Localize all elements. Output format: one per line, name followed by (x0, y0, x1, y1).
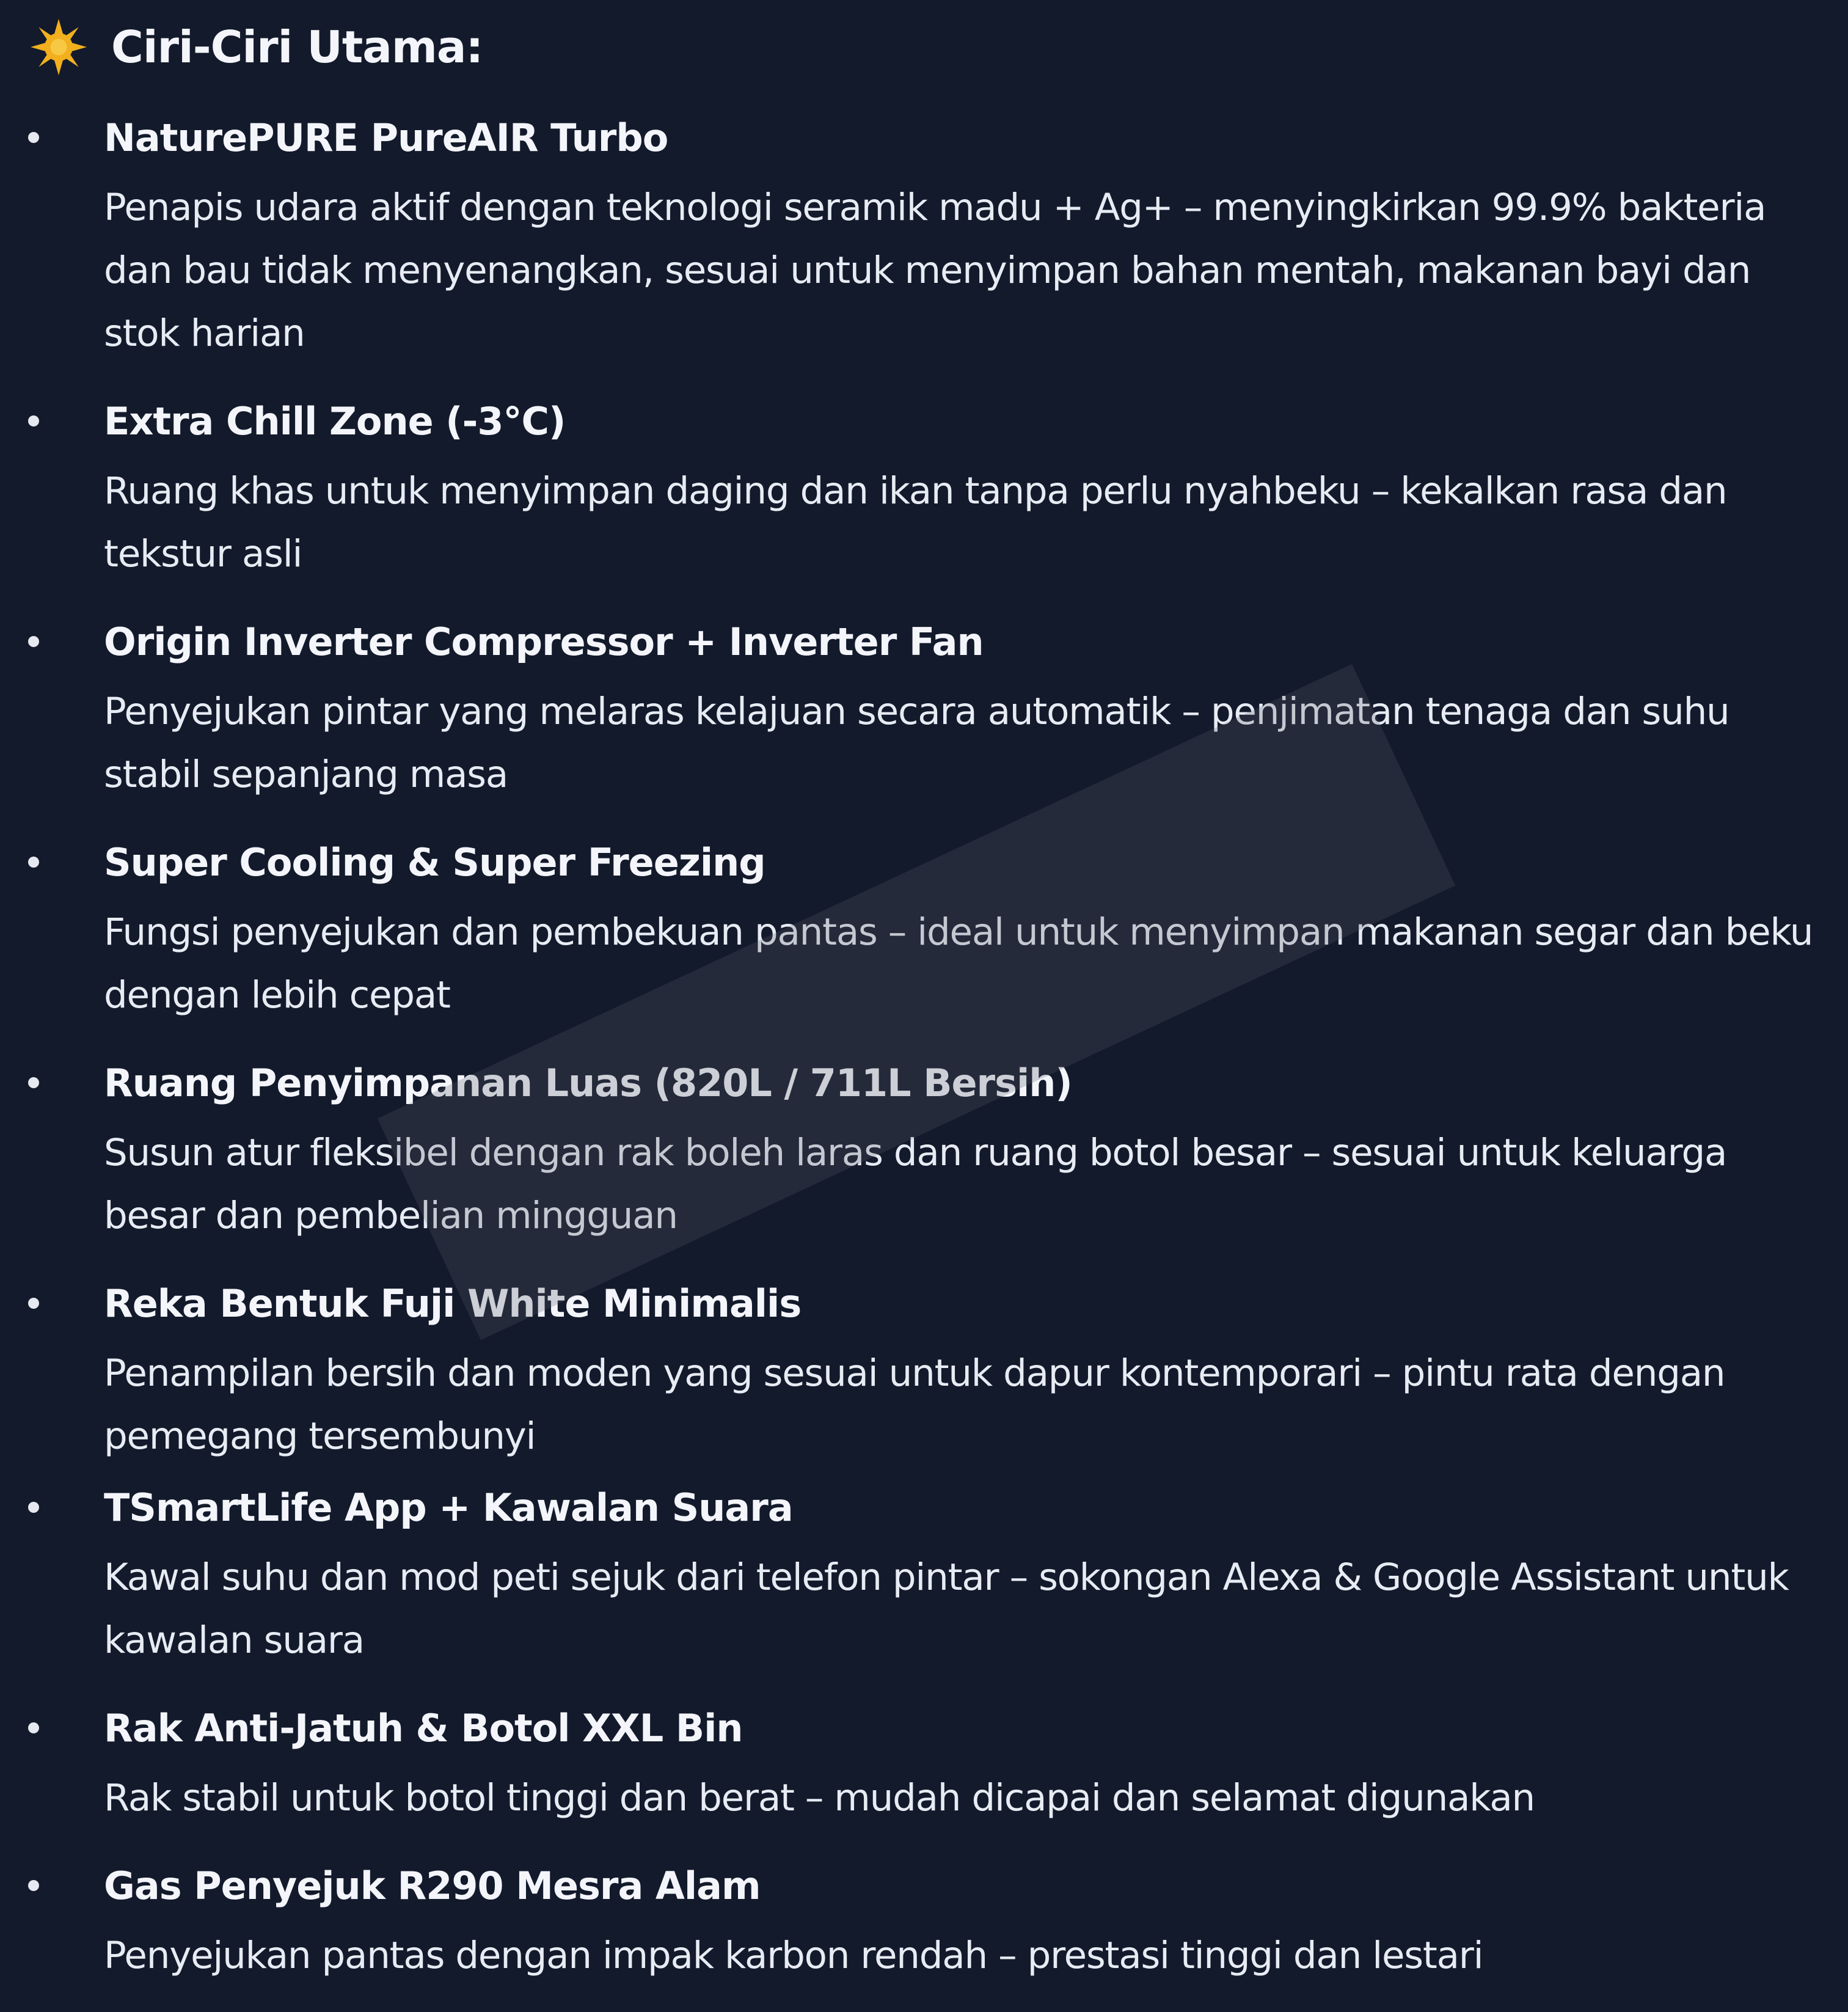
feature-description: Fungsi penyejukan dan pembekuan pantas – ideal untuk menyimpan makanan segar dan beku dengan lebih cepat (104, 910, 1813, 1017)
bullet (28, 415, 39, 426)
bullet (28, 1880, 39, 1891)
feature-title: NaturePURE PureAIR Turbo (104, 115, 668, 160)
feature-description: Kawal suhu dan mod peti sejuk dari telefon pintar – sokongan Alexa & Google Assistant untuk kawalan suara (104, 1556, 1789, 1662)
feature-description: Ruang khas untuk menyimpan daging dan ikan tanpa perlu nyahbeku – kekalkan rasa dan tekstur asli (104, 469, 1727, 576)
feature-description: Susun atur fleksibel dengan rak boleh laras dan ruang botol besar – sesuai untuk keluarga besar dan pembelian mingguan (104, 1131, 1727, 1237)
feature-title: Reka Bentuk Fuji White Minimalis (104, 1281, 802, 1326)
bullet (28, 857, 39, 868)
feature-title: Super Cooling & Super Freezing (104, 840, 765, 885)
feature-title: Ruang Penyimpanan Luas (820L / 711L Bersih) (104, 1061, 1072, 1105)
page-title: Ciri-Ciri Utama: (111, 21, 483, 73)
feature-description: Penyejukan pantas dengan impak karbon rendah – prestasi tinggi dan lestari (104, 1934, 1483, 1977)
feature-description: Penampilan bersih dan moden yang sesuai untuk dapur kontemporari – pintu rata dengan pemegang tersembunyi (104, 1352, 1725, 1458)
feature-description: Penyejukan pintar yang melaras kelajuan secara automatik – penjimatan tenaga dan suhu stabil sepanjang masa (104, 690, 1729, 796)
feature-title: TSmartLife App + Kawalan Suara (104, 1485, 793, 1530)
feature-title: Extra Chill Zone (-3°C) (104, 399, 566, 444)
bullet (28, 1722, 39, 1733)
bullet (28, 636, 39, 647)
feature-description: Penapis udara aktif dengan teknologi seramik madu + Ag+ – menyingkirkan 99.9% bakteria dan bau tidak menyenangkan, sesuai untuk menyimpan bahan mentah, makanan bayi dan stok harian (104, 186, 1766, 355)
bullet (28, 1298, 39, 1309)
bullet (28, 132, 39, 143)
section-header (29, 13, 483, 81)
feature-title: Gas Penyejuk R290 Mesra Alam (104, 1864, 761, 1908)
bullet (28, 1077, 39, 1088)
sparkle-icon (29, 18, 88, 76)
feature-title: Origin Inverter Compressor + Inverter Fan (104, 620, 984, 664)
feature-title: Rak Anti-Jatuh & Botol XXL Bin (104, 1706, 743, 1750)
bullet (28, 1502, 39, 1513)
feature-description: Rak stabil untuk botol tinggi dan berat – mudah dicapai dan selamat digunakan (104, 1776, 1535, 1820)
